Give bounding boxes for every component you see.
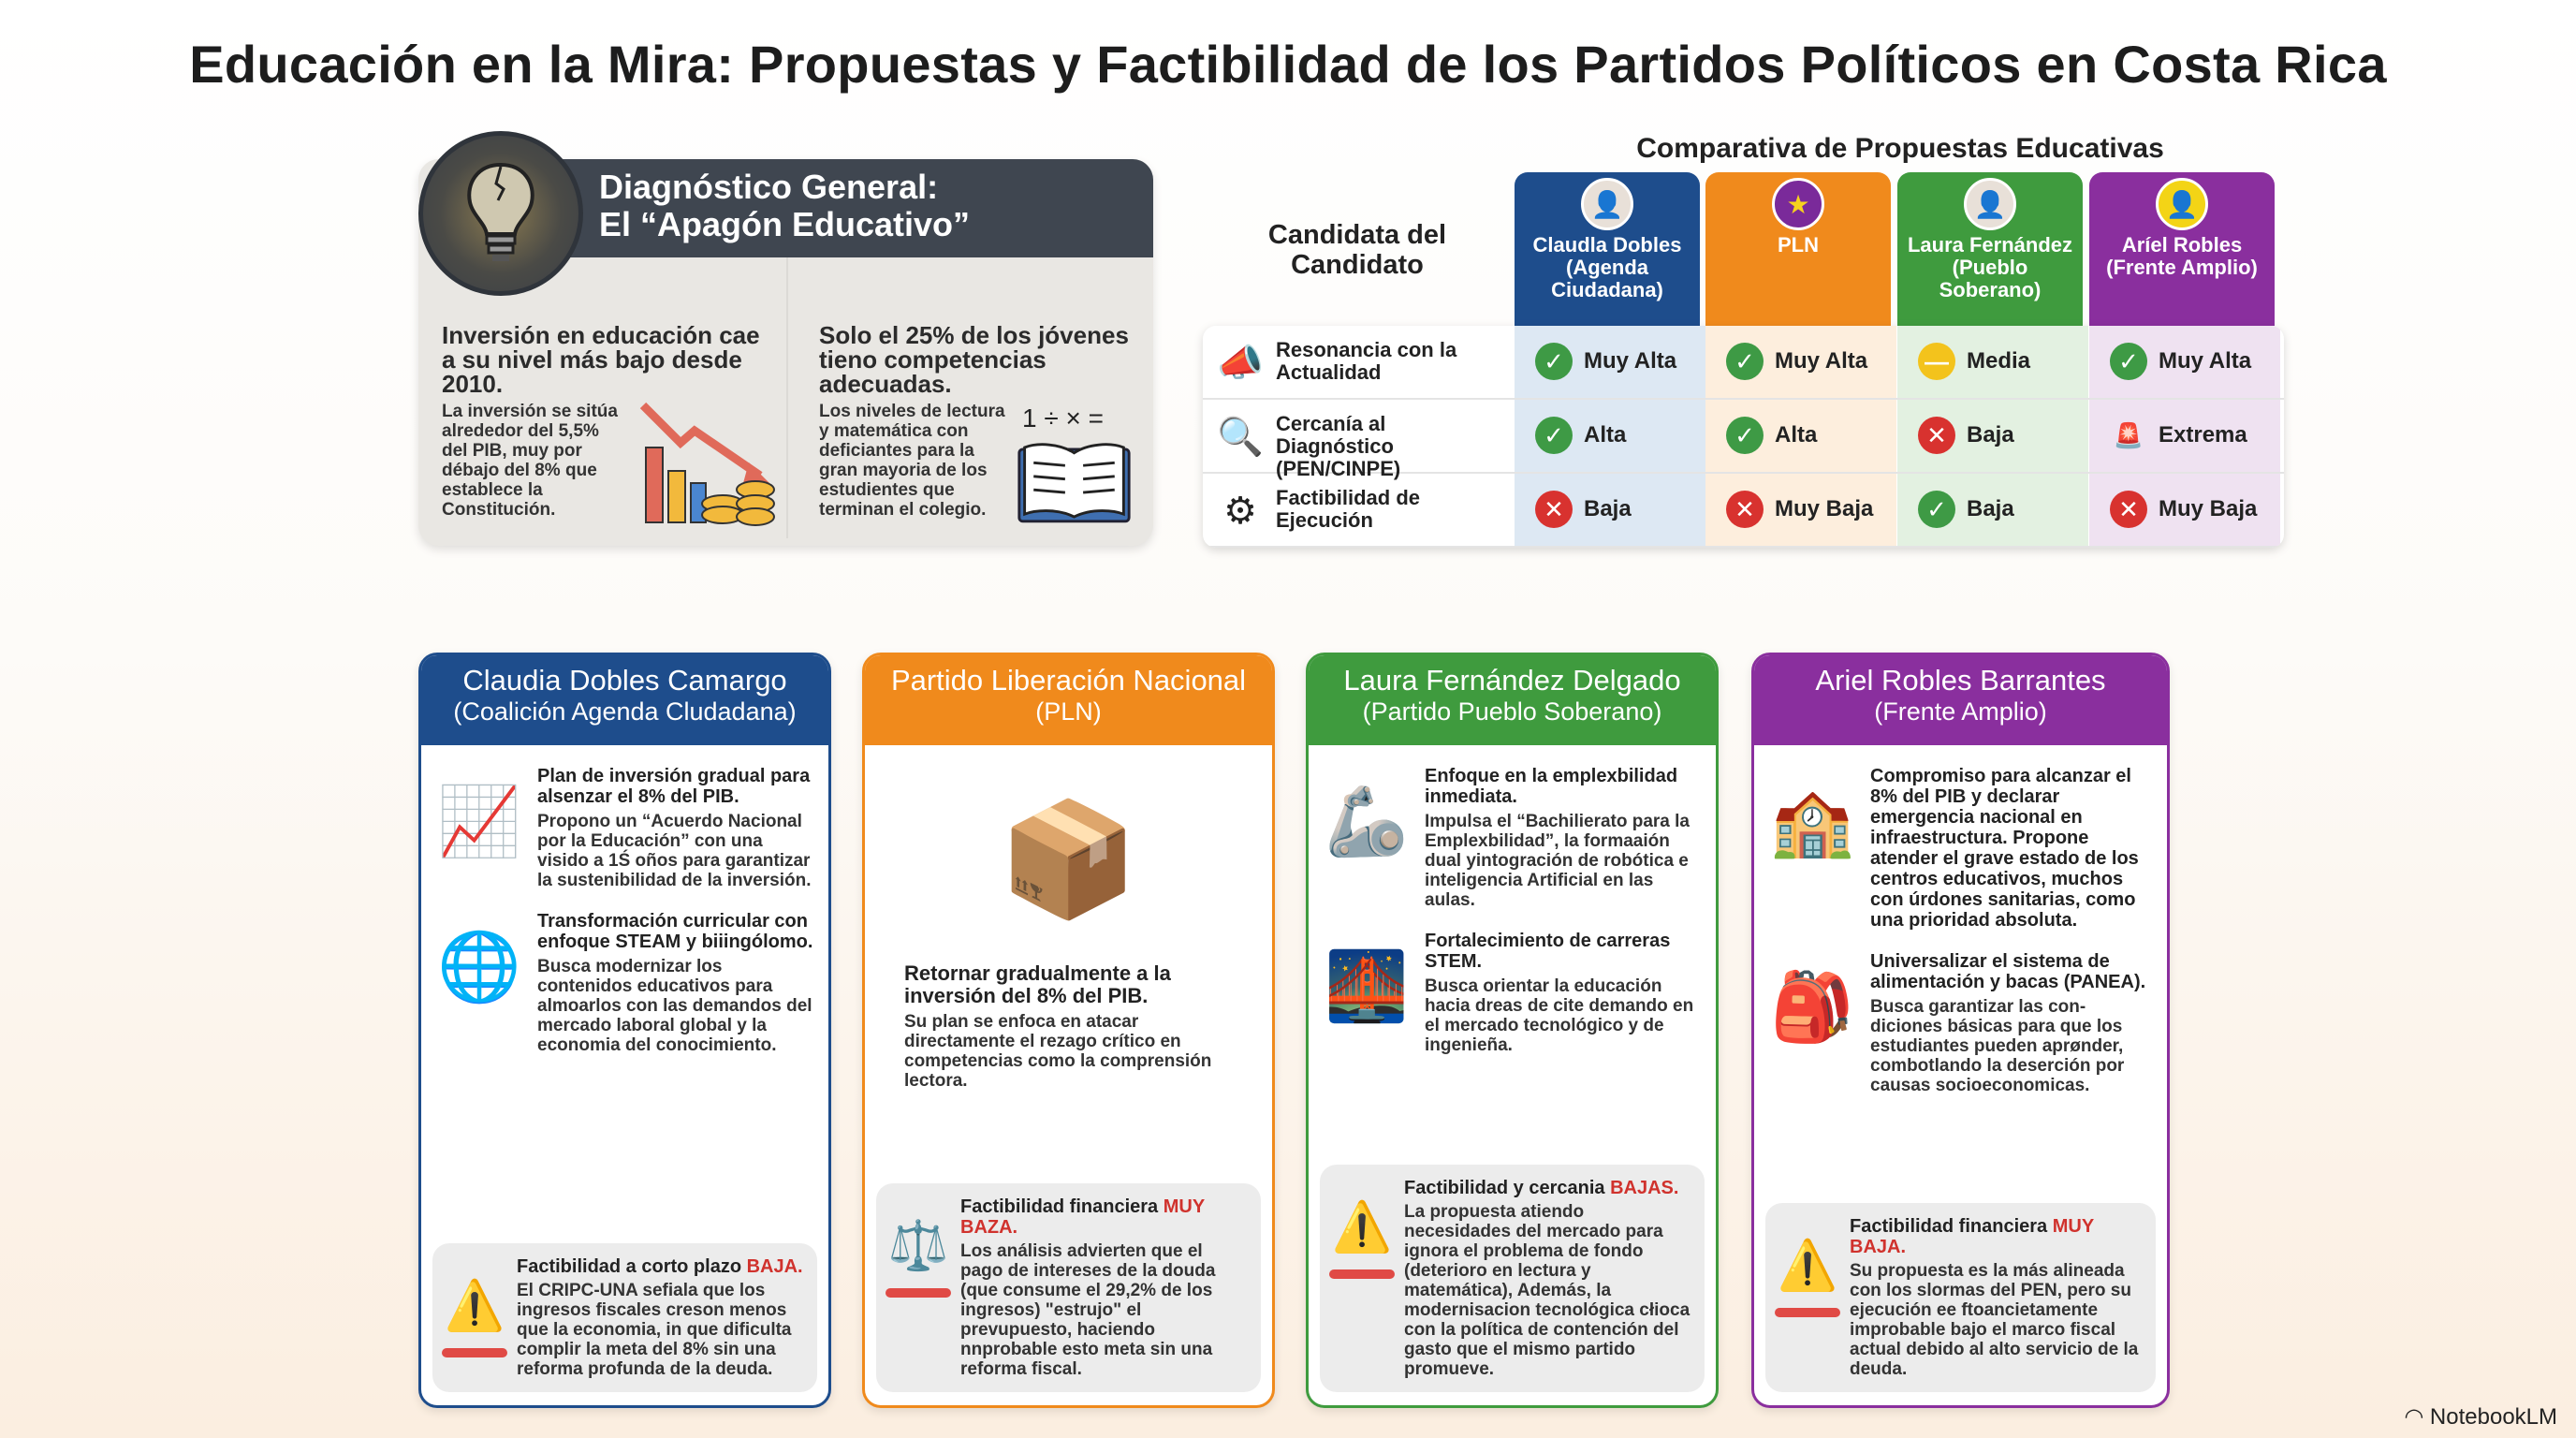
proposal-item [1320, 931, 1705, 1055]
diagnostic-title-line2: El “Apagón Educativo” [599, 205, 971, 243]
check-icon: ✓ [1918, 491, 1955, 528]
candidate-card [418, 653, 831, 1408]
candidate-avatar: 👤 [2156, 178, 2208, 230]
proposal-body: Busca orientar la educación hacia dreas de cite demando en el mercado tecnológico y de ingenieña. [1425, 976, 1694, 1055]
feasibility-label-text: Factibilidad financiera [960, 1196, 1164, 1217]
weight-icon: ⚖️ [887, 1219, 949, 1273]
proposal-body: Propono un “Acuerdo Nacional por la Educación” con una visido a 1Ś oños para garantizar la sustenibilidad de la inversión. [537, 812, 812, 890]
proposal-heading: Universalizar el sistema de alimentación y bacas (PANEA). [1870, 951, 2146, 992]
card-header [421, 655, 828, 745]
column-name: Claudla Dobles (Agenda Ciudadana) [1532, 233, 1682, 301]
rating-cell [1535, 343, 1676, 380]
feasibility-label-text: Factibilidad a corto plazo [517, 1256, 747, 1277]
rating-cell [1918, 417, 2014, 454]
party-name: (Coalición Agenda Cludadana) [453, 697, 797, 726]
column-header-4 [2089, 172, 2275, 326]
broken-lightbulb-icon [418, 131, 583, 296]
feasibility-box [1320, 1165, 1705, 1392]
card-body [1754, 745, 2167, 1405]
investment-body: La inversión se sitúa alrededor del 5,5% del PIB, muy por débajo del 8% que establece la Constitución. [442, 402, 618, 520]
feasibility-body: Su propuesta es la más alineada con los slormas del PEN, pero su ejecución ee ftoancietamente improbable bajo el marco fiscal actual debido al alto servicio de la deuda. [1850, 1261, 2139, 1379]
proposal-item [876, 766, 1261, 1091]
proposal-icon: 🌉 [1325, 949, 1409, 1024]
check-icon: ✓ [1726, 343, 1764, 380]
row-label: Cercanía al Diagnóstico (PEN/CINPE) [1276, 412, 1401, 480]
column-header-1 [1515, 172, 1700, 326]
feasibility-level: MUY BAJA. [1850, 1216, 2094, 1257]
feasibility-box [1765, 1203, 2156, 1392]
rating-cell [2110, 491, 2257, 528]
math-symbols: 1 ÷ × = [1022, 404, 1104, 433]
check-icon: ✓ [1535, 417, 1573, 454]
check-icon: ✓ [1535, 343, 1573, 380]
candidate-card [1306, 653, 1719, 1408]
candidate-name: Laura Fernández Delgado [1343, 664, 1681, 697]
feasibility-level: MUY BAZA. [960, 1196, 1205, 1238]
rating-value: Media [1967, 348, 2031, 374]
rating-cell [1918, 491, 2014, 528]
neutral-icon: — [1918, 343, 1955, 380]
diagnostic-title-line1: Diagnóstico General: [599, 168, 939, 206]
rating-cell [1726, 343, 1867, 380]
card-header [1309, 655, 1716, 745]
table-row [1203, 400, 2284, 480]
feasibility-label-text: Factibilidad y cercania [1404, 1178, 1611, 1198]
candidate-card [1751, 653, 2170, 1408]
feasibility-label-text: Factibilidad financiera [1850, 1216, 2053, 1237]
candidate-avatar: 👤 [1964, 178, 2016, 230]
feasibility-box [876, 1183, 1261, 1392]
magnifier-icon: 🔍 [1217, 417, 1264, 458]
low-indicator-bar [1329, 1269, 1395, 1279]
feasibility-level: BAJA. [746, 1256, 803, 1277]
rating-value: Baja [1967, 422, 2014, 448]
declining-chart-icon [638, 401, 779, 536]
rating-value: Extrema [2159, 422, 2247, 448]
proposal-heading: Enfoque en la emplexbilidad inmediata. [1425, 766, 1678, 807]
proposal-item [1320, 766, 1705, 910]
proposal-item [1765, 951, 2156, 1095]
proposal-heading: Transformación curricular con enfoque STEAM y biiingólomo. [537, 911, 813, 952]
feasibility-label [1404, 1178, 1691, 1198]
candidate-name: Partido Liberación Nacional [890, 664, 1247, 697]
candidate-avatar: 👤 [1581, 178, 1633, 230]
proposal-body: Busca modernizar los contenidos educativos para almoarlos con las demandos del mercado laboral global y la economia del conocimiento. [537, 957, 812, 1055]
candidate-card [862, 653, 1275, 1408]
comparison-table [1203, 326, 2284, 548]
check-icon: ✓ [2110, 343, 2147, 380]
rating-cell [1726, 491, 1873, 528]
column-header-3 [1897, 172, 2083, 326]
row-label: Resonancia con la Actualidad [1276, 338, 1457, 384]
proposal-body: Busca garantizar las con-diciones básicas para que los estudiantes pueden aprønder, combotlando la deserción por causas socioeconomicas. [1870, 997, 2125, 1095]
feasibility-box [432, 1243, 817, 1392]
column-name: PLN [1778, 233, 1819, 257]
proposal-body: Impulsa el “Bachilierato para la Emplexbilidad”, la formaaión dual yintogración de robótica e inteligencia Artificial en las aulas. [1425, 812, 1690, 910]
megaphone-icon: 📣 [1217, 343, 1264, 384]
diagnostic-title [599, 169, 970, 243]
low-indicator-bar [442, 1348, 507, 1357]
warning-icon: ⚠️ [1777, 1239, 1838, 1293]
card-header [1754, 655, 2167, 745]
proposal-icon: 🏫 [1770, 785, 1854, 859]
feasibility-body: Los análisis advierten que el pago de intereses de la douda (que consume el 29,2% de los ingresos) "estrujo" el prevupuesto, haciendo nnprobable esto meta sin una reforma fiscal. [960, 1241, 1216, 1379]
rating-cell [1726, 417, 1817, 454]
card-header [865, 655, 1272, 745]
feasibility-label [960, 1196, 1248, 1238]
rating-cell [1918, 343, 2030, 380]
warning-icon: ⚠️ [444, 1279, 505, 1333]
cross-icon: ✕ [1535, 491, 1573, 528]
card-body [1309, 745, 1716, 1405]
rating-value: Alta [1584, 422, 1627, 448]
rating-value: Alta [1775, 422, 1818, 448]
competencies-body: Los niveles de lectura y matemática con deficiantes para la gran mayoria de los estudientes que terminan el colegio. [819, 402, 1005, 520]
gear-icon: ⚙ [1223, 491, 1257, 532]
feasibility-label [517, 1256, 804, 1277]
rating-value: Baja [1584, 496, 1632, 521]
proposal-icon: 🌐 [437, 930, 521, 1005]
cross-icon: ✕ [2110, 491, 2147, 528]
rating-cell [2110, 343, 2251, 380]
warning-icon: ⚠️ [1331, 1200, 1393, 1255]
rating-value: Muy Baja [1775, 496, 1874, 521]
rating-value: Muy Alta [1775, 348, 1868, 374]
candidate-name: Claudia Dobles Camargo [462, 664, 787, 697]
feasibility-label [1850, 1216, 2143, 1257]
proposal-body: Su plan se enfoca en atacar directamente el rezago crítico en competencias como la comprensión lectora. [904, 1012, 1212, 1091]
alarm-icon: 🚨 [2113, 420, 2144, 449]
proposal-heading: Plan de inversión gradual para alsenzar el 8% del PIB. [537, 766, 811, 807]
candidate-name: Ariel Robles Barrantes [1815, 664, 2106, 697]
notebooklm-logo-icon: ◠ [2404, 1404, 2430, 1430]
watermark-text: NotebookLM [2429, 1404, 2557, 1430]
rating-value: Muy Alta [2159, 348, 2252, 374]
check-icon: ✓ [1726, 417, 1764, 454]
proposal-item [432, 766, 817, 890]
low-indicator-bar [886, 1288, 951, 1298]
proposal-icon: 📈 [437, 785, 521, 859]
feasibility-body: La propuesta atiendo necesidades del mercado para ignora el problema de fondo (deterioro en lectura y matemática), Además, la modernisacion tecnológica cłioca con la política de contención del gasto que el mismo partido promueve. [1404, 1202, 1690, 1379]
proposal-icon: 🎒 [1770, 970, 1854, 1045]
row-header-label: Candidata del Candidato [1267, 220, 1447, 280]
proposal-heading: Compromiso para alcanzar el 8% del PIB y declarar emergencia nacional en infraestructura. Propone atender el grave estado de los centros educativos, muchos con úrdones sanitarias, como una prioridad absoluta. [1870, 766, 2139, 931]
column-header-2 [1705, 172, 1891, 326]
table-row [1203, 474, 2284, 548]
investment-heading: Inversión en educación cae a su nivel más bajo desde 2010. [442, 321, 760, 398]
proposal-heading: Fortalecimiento de carreras STEM. [1425, 931, 1671, 972]
row-label: Factibilidad de Ejecución [1276, 486, 1421, 532]
divider [786, 257, 788, 538]
column-name: Aríel Robles (Frente Amplio) [2106, 233, 2258, 279]
proposal-item [1765, 766, 2156, 931]
low-indicator-bar [1775, 1308, 1840, 1317]
cross-icon: ✕ [1726, 491, 1764, 528]
pln-logo-icon: ★ [1772, 178, 1824, 230]
proposal-icon: 🦾 [1325, 785, 1409, 859]
card-body [421, 745, 828, 1405]
notebooklm-watermark [2404, 1403, 2557, 1431]
rating-value: Muy Baja [2159, 496, 2258, 521]
rating-cell [1535, 417, 1626, 454]
card-body [865, 745, 1272, 1405]
proposal-item [432, 911, 817, 1055]
comparison-title: Comparativa de Propuestas Educativas [1636, 133, 2164, 164]
party-name: (PLN) [1035, 697, 1102, 726]
competencies-heading: Solo el 25% de los jóvenes tieno competencias adecuadas. [819, 321, 1129, 398]
cross-icon: ✕ [1918, 417, 1955, 454]
table-row [1203, 326, 2284, 400]
proposal-heading: Retornar gradualmente a la inversión del 8% del PIB. [904, 961, 1171, 1007]
party-name: (Frente Amplio) [1874, 697, 2047, 726]
rating-cell [1535, 491, 1632, 528]
column-name: Laura Fernández (Pueblo Soberano) [1907, 233, 2073, 301]
feasibility-level: BAJAS. [1610, 1178, 1679, 1198]
feasibility-body: El CRIPC-UNA sefiala que los ingresos fiscales creson menos que la economia, in que dificulta complir la meta del 8% sin una reforma profunda de la deuda. [517, 1281, 792, 1379]
page-title: Educación en la Mira: Propuestas y Factibilidad de los Partidos Políticos en Costa Rica [189, 35, 2387, 94]
growth-box-icon: 📦 [998, 797, 1139, 922]
rating-value: Muy Alta [1584, 348, 1677, 374]
party-name: (Partido Pueblo Soberano) [1362, 697, 1662, 726]
rating-value: Baja [1967, 496, 2014, 521]
open-book-icon [1016, 440, 1133, 531]
rating-cell [2110, 417, 2247, 454]
